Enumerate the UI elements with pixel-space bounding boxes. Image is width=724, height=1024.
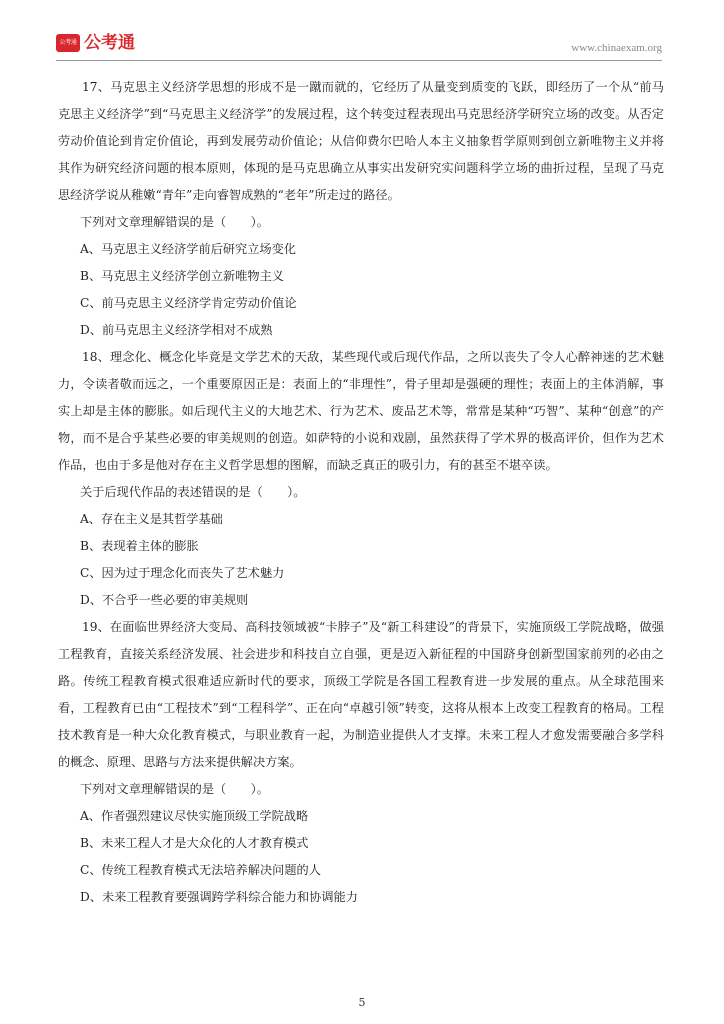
document-body [58, 74, 664, 911]
question-prompt: 下列对文章理解错误的是（ ）。 [80, 215, 269, 229]
option-b: B、未来工程人才是大众化的人才教育模式 [80, 836, 309, 850]
page-number: 5 [358, 996, 366, 1009]
option-c: C、因为过于理念化而丧失了艺术魅力 [80, 566, 285, 580]
option-a: A、作者强烈建议尽快实施顶级工学院战略 [80, 809, 309, 823]
question-passage: 19、在面临世界经济大变局、高科技领域被“卡脖子”及“新工科建设”的背景下，实施顶级工学院战略，做强工程教育，直接关系经济发展、社会进步和科技自立自强，更是迈入新征程的中国跻身创新型国家前列的必由之路。传统工程教育模式很难适应新时代的要求，顶级工学院是各国工程教育进一步发展的重点。从全球范围来看，工程教育已由“工程技术”到“工程科学”、正在向“卓越引领”转变，这将从根本上改变工程教育的格局。工程技术教育是一种大众化教育模式，与职业教育一起，为制造业提供人才支撑。未来工程人才愈发需要融合多学科的概念、原理、思路与方法来提供解决方案。 [58, 620, 664, 769]
option-c: C、传统工程教育模式无法培养解决问题的人 [80, 863, 321, 877]
question-prompt: 下列对文章理解错误的是（ ）。 [80, 782, 269, 796]
question-19 [58, 614, 664, 911]
question-passage: 17、马克思主义经济学思想的形成不是一蹴而就的，它经历了从量变到质变的飞跃，即经历了一个从“前马克思主义经济学”到“马克思主义经济学”的发展过程，这个转变过程表现出马克思经济学研究立场的改变。从否定劳动价值论到肯定价值论，再到发展劳动价值论；从信仰费尔巴哈人本主义抽象哲学原则到创立新唯物主义并将其作为研究经济问题的根本原则，体现的是马克思确立从事实出发研究实问题科学立场的曲折过程，呈现了马克思经济学说从稚嫩“青年”走向睿智成熟的“老年”所走过的路径。 [58, 80, 664, 202]
option-a: A、马克思主义经济学前后研究立场变化 [80, 242, 296, 256]
site-url[interactable]: www.chinaexam.org [571, 42, 662, 54]
question-prompt: 关于后现代作品的表述错误的是（ ）。 [80, 485, 306, 499]
option-b: B、表现着主体的膨胀 [80, 539, 199, 553]
logo-badge: 公考通 [56, 34, 80, 52]
option-d: D、前马克思主义经济学相对不成熟 [80, 323, 273, 337]
logo-text: 公考通 [84, 33, 135, 53]
option-c: C、前马克思主义经济学肯定劳动价值论 [80, 296, 297, 310]
question-17 [58, 74, 664, 344]
option-b: B、马克思主义经济学创立新唯物主义 [80, 269, 284, 283]
option-d: D、未来工程教育要强调跨学科综合能力和协调能力 [80, 890, 358, 904]
option-a: A、存在主义是其哲学基础 [80, 512, 223, 526]
question-passage: 18、理念化、概念化毕竟是文学艺术的天敌，某些现代或后现代作品，之所以丧失了令人心醉神迷的艺术魅力，令读者敬而远之，一个重要原因正是：表面上的“非理性”，骨子里却是强硬的理性；表面上的主体消解，事实上却是主体的膨胀。如后现代主义的大地艺术、行为艺术、废品艺术等，常常是某种“巧智”、某种“创意”的产物，而不是合乎某些必要的审美规则的创造。如萨特的小说和戏剧，虽然获得了学术界的极高评价，但作为艺术作品，也由于多是他对存在主义哲学思想的图解，而缺乏真正的吸引力，有的甚至不堪卒读。 [58, 350, 664, 472]
question-18 [58, 344, 664, 614]
option-d: D、不合乎一些必要的审美规则 [80, 593, 249, 607]
page-header [56, 30, 662, 61]
